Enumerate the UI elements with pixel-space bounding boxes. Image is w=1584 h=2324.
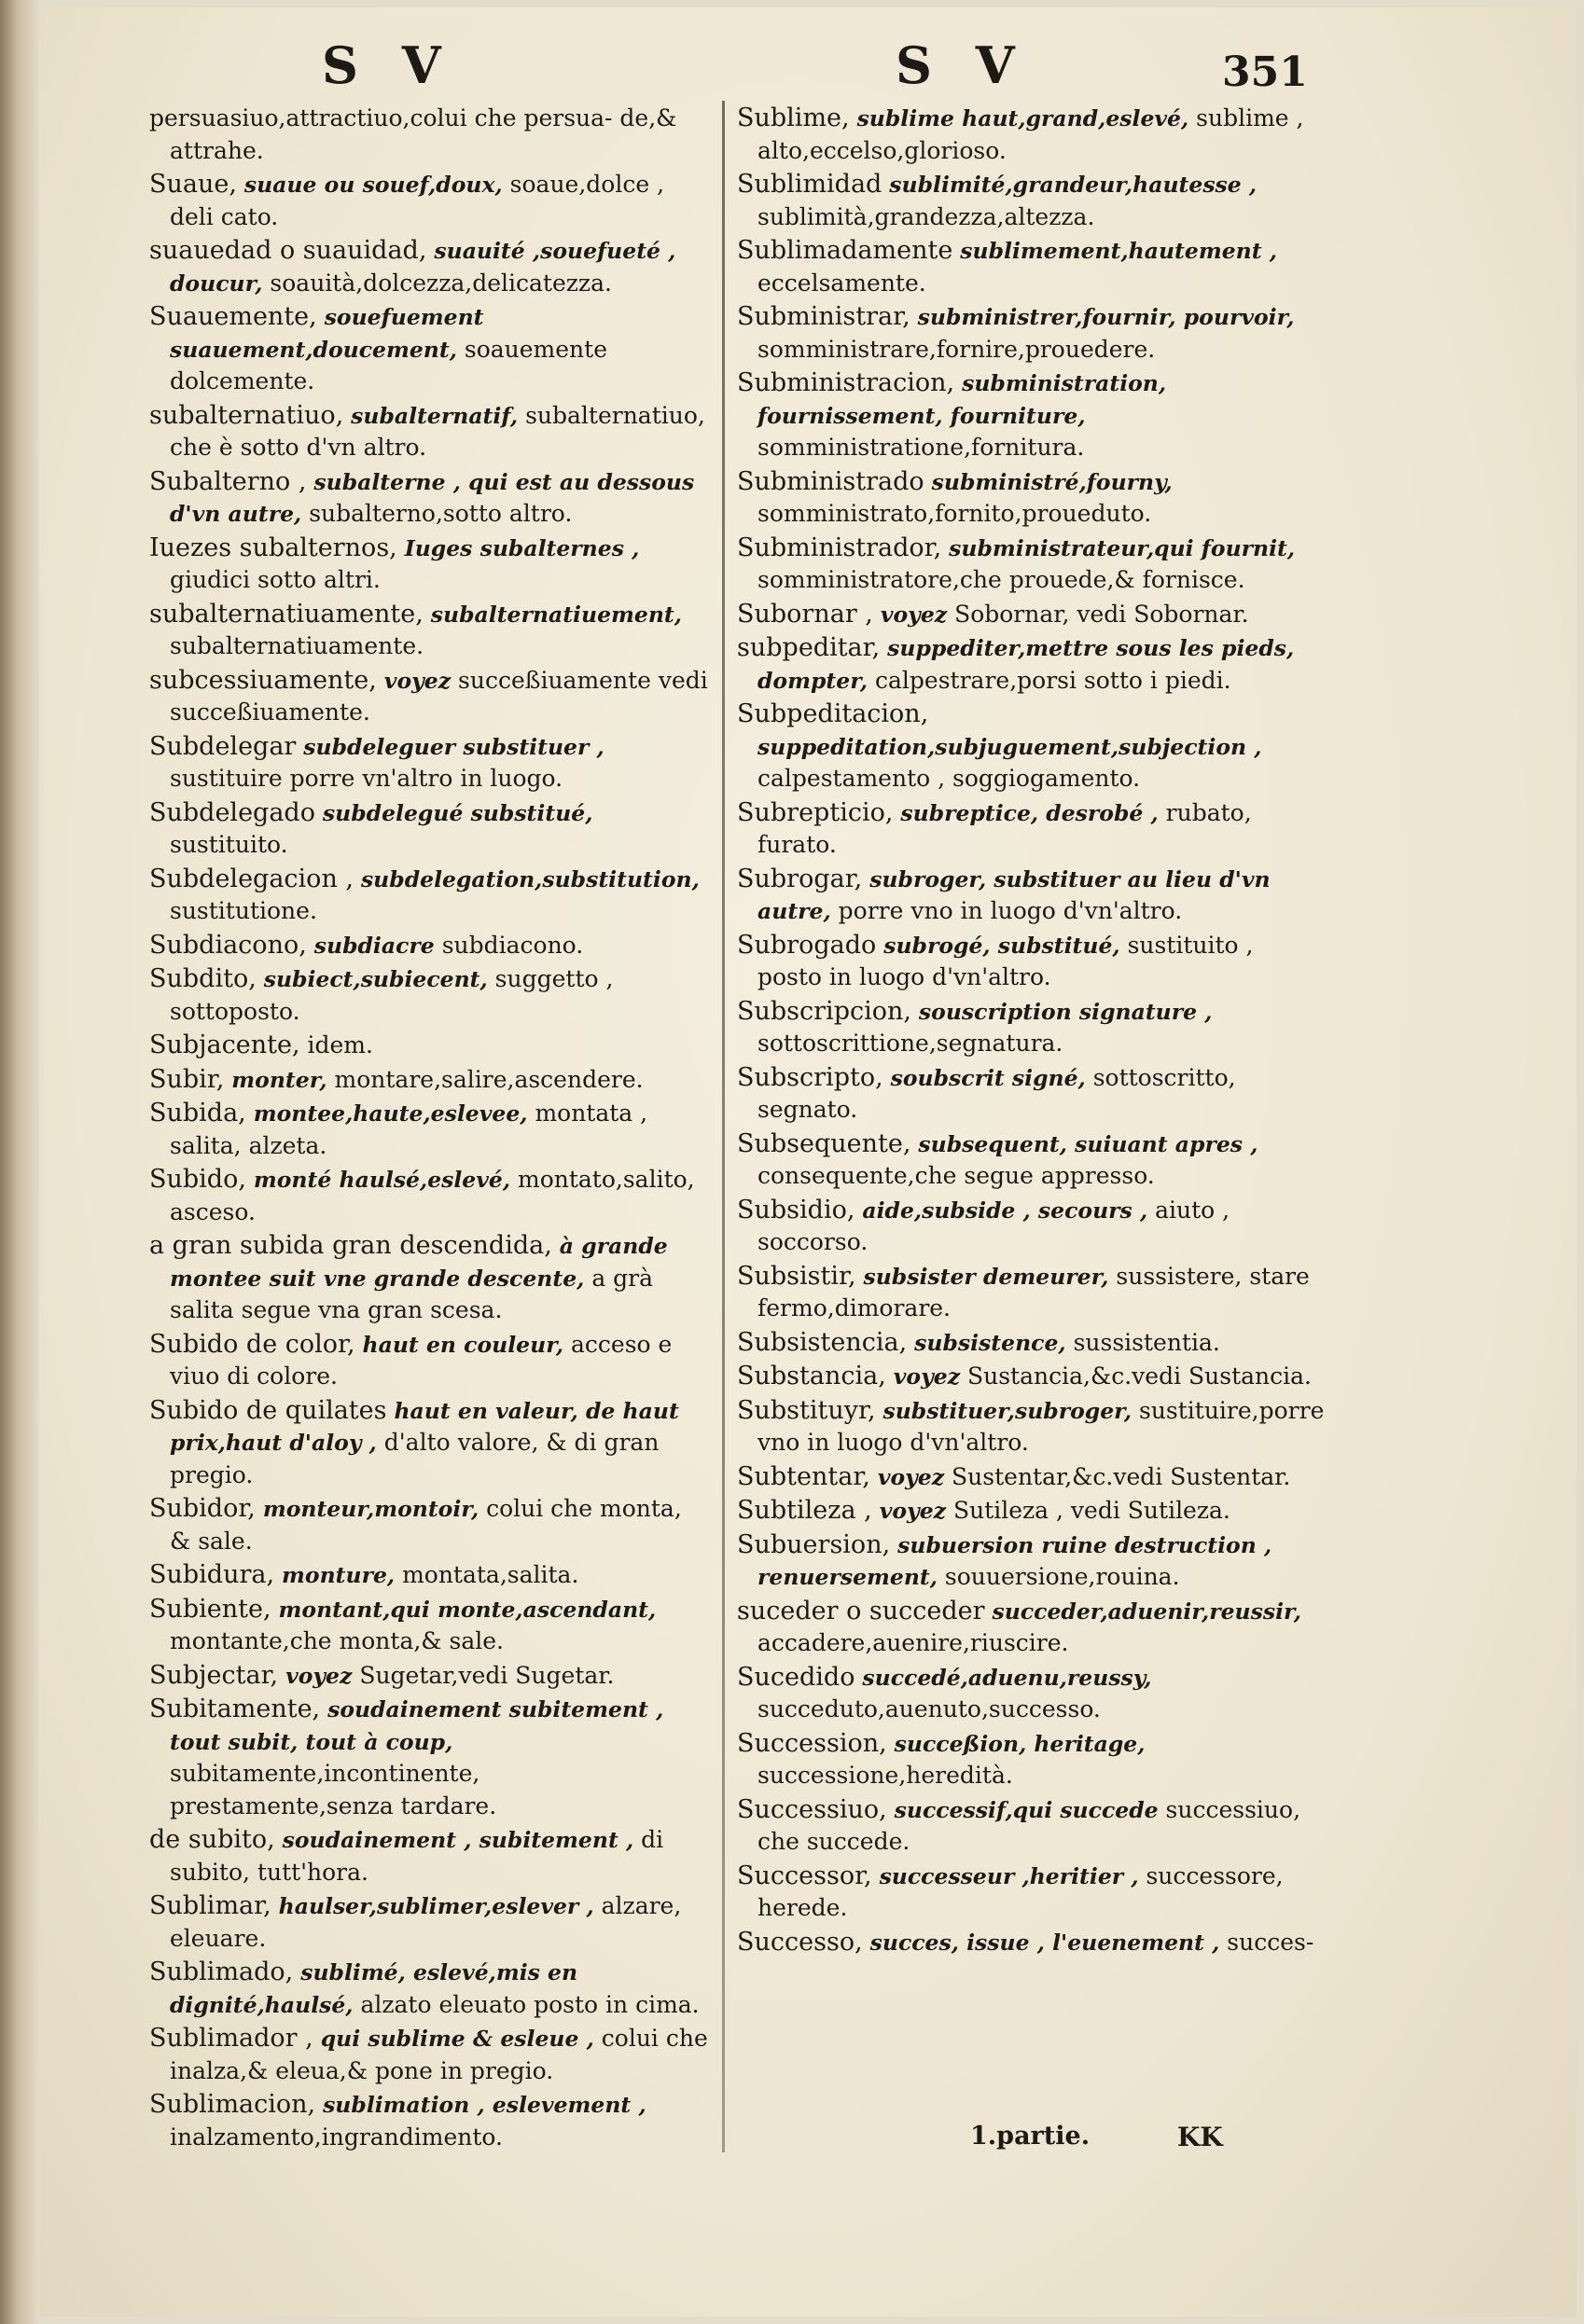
entry-french: suppeditation,subjuguement,subjection , [757, 733, 1262, 760]
entry-french: subsequent, suiuant apres , [918, 1130, 1258, 1157]
entry-headword: Subdelegacion , [149, 864, 354, 893]
entry-french: montee,haute,eslevee, [253, 1100, 528, 1127]
dictionary-entry [149, 1098, 709, 1162]
entry-french: suaue ou souef,doux, [243, 172, 503, 198]
entry-french: voyez [877, 1463, 945, 1490]
entry-italian: sustituire,porre vno in luogo d'vn'altro. [757, 1396, 1325, 1456]
entry-italian: aiuto , soccorso. [757, 1196, 1230, 1255]
running-header [0, 28, 1584, 103]
entry-french: à grande montee suit vne grande descente, [170, 1233, 668, 1292]
entry-italian: sublimità,grandezza,altezza. [757, 202, 1095, 230]
entry-italian: successore, herede. [757, 1861, 1284, 1921]
entry-french: subdelegué substitué, [322, 799, 593, 826]
entry-headword: Subdito, [149, 964, 257, 993]
entry-headword: Iuezes subalternos, [149, 533, 397, 562]
dictionary-entry [737, 1128, 1325, 1193]
entry-italian: montare,salire,ascendere. [334, 1065, 644, 1093]
dictionary-entry [737, 996, 1325, 1060]
entry-french: qui sublime & esleue , [320, 2026, 594, 2052]
entry-french: souefuement suauement,doucement, [170, 304, 484, 363]
entry-italian: Sustancia,&c.vedi Sustancia. [967, 1363, 1312, 1390]
entry-headword: Subdelegar [149, 731, 297, 761]
dictionary-entry [149, 1660, 709, 1693]
entry-french: sublime haut,grand,eslevé, [856, 105, 1189, 131]
entry-french: sublimé, eslevé,mis en dignité,haulsé, [170, 1959, 578, 2018]
dictionary-entry [737, 699, 1325, 795]
entry-italian: alzato eleuato posto in cima. [360, 1990, 700, 2018]
entry-headword: Successo, [737, 1927, 863, 1957]
entry-italian: subalternatiuamente. [170, 632, 424, 659]
entry-french: souscription signature , [918, 998, 1213, 1025]
dictionary-entry [737, 103, 1325, 167]
entry-french: monté haulsé,eslevé, [253, 1167, 511, 1193]
entry-italian: successiuo, che succede. [757, 1795, 1301, 1855]
entry-french: succes, issue , l'euenement , [869, 1929, 1220, 1956]
dictionary-entry [737, 1195, 1325, 1259]
entry-french: voyez [880, 601, 948, 628]
dictionary-entry [737, 1662, 1325, 1726]
entry-italian: Sugetar,vedi Sugetar. [359, 1661, 615, 1689]
entry-french: soudainement subitement , tout subit, tout à coup, [170, 1696, 664, 1755]
entry-french: subiect,subiecent, [263, 966, 488, 992]
dictionary-entry [737, 301, 1325, 366]
dictionary-entry [149, 103, 709, 167]
dictionary-entry [737, 1728, 1325, 1792]
entry-french: succeßion, heritage, [894, 1730, 1146, 1757]
entry-italian: soauemente dolcemente. [170, 335, 607, 394]
entry-french: haulser,sublimer,eslever , [278, 1893, 594, 1919]
entry-french: succedé,aduenu,reussy, [862, 1664, 1152, 1691]
entry-french: subdiacre [313, 932, 435, 959]
entry-headword: Successor, [737, 1861, 872, 1890]
entry-headword: Subsistencia, [737, 1327, 908, 1357]
catchword: KK [1177, 2122, 1223, 2152]
entry-headword: Substituyr, [737, 1395, 876, 1425]
entry-headword: Subornar , [737, 599, 873, 629]
entry-french: suauité ,souefueté , doucur, [170, 238, 676, 297]
entry-french: suppediter,mettre sous les pieds, dompter, [757, 635, 1295, 694]
page-binding-edge [0, 0, 39, 2324]
entry-french: aide,subside , secours , [862, 1197, 1148, 1224]
dictionary-entry [737, 930, 1325, 994]
dictionary-entry [737, 1395, 1325, 1459]
dictionary-entry [149, 235, 709, 299]
entry-italian: subdiacono. [441, 931, 584, 959]
entry-french: monteur,montoir, [262, 1496, 479, 1522]
entry-headword: subalternatiuamente, [149, 599, 424, 629]
dictionary-entry [149, 1030, 709, 1062]
entry-french: sublimité,grandeur,hautesse , [889, 172, 1257, 198]
entry-headword: Subido de color, [149, 1329, 355, 1359]
entry-italian: Sustentar,&c.vedi Sustentar. [952, 1462, 1291, 1490]
entry-headword: Subidor, [149, 1494, 256, 1523]
entry-headword: suauedad o suauidad, [149, 236, 427, 265]
entry-french: sublimement,hautement , [960, 238, 1277, 264]
entry-italian: Sutileza , vedi Sutileza. [952, 1497, 1230, 1524]
entry-french: successeur ,heritier , [879, 1862, 1139, 1889]
entry-headword: Sublimidad [737, 170, 882, 199]
entry-headword: Subscripto, [737, 1062, 883, 1092]
entry-french: successif,qui succede [894, 1796, 1159, 1823]
entry-headword: Subtileza , [737, 1496, 872, 1525]
entry-headword: subalternatiuo, [149, 400, 344, 430]
entry-headword: Subalterno , [149, 466, 307, 496]
entry-headword: Subrogado [737, 930, 877, 960]
entry-headword: subpeditar, [737, 633, 881, 662]
column-divider [722, 101, 725, 2152]
dictionary-entry [149, 1493, 709, 1557]
entry-headword: Subjacente, [149, 1031, 300, 1059]
left-column [149, 103, 709, 2151]
dictionary-entry [737, 533, 1325, 597]
entry-headword: Successiuo, [737, 1794, 887, 1824]
entry-italian: rubato, furato. [757, 798, 1252, 858]
dictionary-entry [737, 1261, 1325, 1325]
entry-italian: sottoscrittione,segnatura. [757, 1030, 1063, 1057]
entry-italian: calpestamento , soggiogamento. [757, 765, 1141, 792]
entry-headword: Subsistir, [737, 1261, 856, 1291]
entry-french: substituer,subroger, [882, 1397, 1132, 1424]
entry-italian: subalterno,sotto altro. [309, 500, 573, 527]
dictionary-entry [737, 632, 1325, 697]
dictionary-entry [737, 864, 1325, 928]
entry-italian: somministrare,fornire,prouedere. [757, 335, 1156, 363]
entry-italian: montata,salita. [402, 1561, 579, 1588]
entry-italian: soauità,dolcezza,delicatezza. [270, 269, 612, 297]
dictionary-entry [149, 1559, 709, 1592]
dictionary-entry [737, 235, 1325, 299]
entry-italian: montante,che monta,& sale. [170, 1627, 504, 1654]
entry-headword: Subir, [149, 1064, 225, 1094]
entry-headword: Subpeditacion, [737, 699, 929, 728]
dictionary-entry [737, 1461, 1325, 1494]
entry-italian: calpestrare,porsi sotto i piedi. [875, 666, 1231, 694]
entry-french: montant,qui monte,ascendant, [278, 1596, 657, 1623]
entry-headword: Subtentar, [737, 1461, 870, 1491]
entry-headword: Sublimado, [149, 1957, 294, 1986]
entry-french: subreptice, desrobé , [900, 799, 1159, 826]
entry-italian: succeßiuamente vedi succeßiuamente. [170, 666, 708, 726]
entry-italian: sustituire porre vn'altro in luogo. [170, 765, 563, 792]
entry-french: subalternatif, [351, 402, 519, 429]
header-right-letters: S V [896, 35, 1028, 95]
entry-headword: Sucedido [737, 1662, 855, 1692]
signature-mark: 1.partie. [970, 2122, 1091, 2151]
entry-headword: Sublimar, [149, 1891, 271, 1920]
entry-italian: sustituito. [170, 831, 288, 858]
entry-headword: Subido, [149, 1165, 246, 1194]
dictionary-entry [149, 533, 709, 597]
entry-headword: Subjectar, [149, 1660, 279, 1690]
dictionary-entry [149, 1329, 709, 1393]
entry-headword: Sublime, [737, 104, 850, 132]
dictionary-entry [149, 400, 709, 464]
entry-headword: Subdelegado [149, 797, 315, 827]
entry-headword: Subrepticio, [737, 797, 894, 827]
entry-italian: consequente,che segue appresso. [757, 1162, 1155, 1189]
entry-italian: eccelsamente. [757, 269, 926, 297]
entry-headword: Subrogar, [737, 864, 863, 893]
entry-italian: somministratore,che prouede,& fornisce. [757, 566, 1245, 593]
dictionary-entry [737, 1361, 1325, 1393]
entry-italian: sustituito , posto in luogo d'vn'altro. [757, 931, 1254, 990]
dictionary-entry [149, 1824, 709, 1888]
entry-italian: sussistentia. [1073, 1328, 1220, 1356]
entry-italian: di subito, tutt'hora. [170, 1826, 664, 1886]
entry-french: voyez [285, 1662, 353, 1689]
entry-headword: Subitamente, [149, 1695, 321, 1723]
entry-italian: colui che inalza,& eleua,& pone in pregio. [170, 2025, 708, 2084]
dictionary-entry [149, 1694, 709, 1822]
entry-french: subrogé, substitué, [883, 932, 1120, 959]
entry-headword: Subministrador, [737, 533, 942, 562]
dictionary-entry [737, 466, 1325, 531]
dictionary-entry [149, 599, 709, 663]
entry-headword: Subsidio, [737, 1195, 855, 1224]
entry-headword: Subsequente, [737, 1128, 911, 1158]
entry-italian: accadere,auenire,riuscire. [757, 1629, 1069, 1656]
entry-headword: Subministrar, [737, 302, 910, 331]
entry-headword: Subuersion, [737, 1529, 891, 1559]
entry-french: subalternatiuement, [430, 601, 682, 628]
dictionary-entry [737, 1062, 1325, 1127]
entry-headword: Subida, [149, 1099, 246, 1127]
entry-french: subdeleguer substituer , [303, 733, 604, 760]
dictionary-entry [149, 963, 709, 1028]
dictionary-entry [737, 1495, 1325, 1528]
dictionary-entry [737, 1529, 1325, 1594]
entry-headword: Subscripcion, [737, 996, 911, 1026]
entry-italian: giudici sotto altri. [170, 566, 381, 593]
entry-italian: porre vno in luogo d'vn'altro. [838, 897, 1183, 924]
entry-french: voyez [383, 667, 452, 694]
entry-italian: somministratione,fornitura. [757, 434, 1085, 461]
dictionary-entry [149, 1890, 709, 1955]
entry-french: subdelegation,substitution, [360, 865, 700, 892]
entry-headword: de subito, [149, 1825, 275, 1854]
entry-headword: Subiente, [149, 1594, 271, 1624]
entry-french: subsister demeurer, [863, 1263, 1109, 1290]
dictionary-entry [149, 466, 709, 531]
entry-headword: Subdiacono, [149, 930, 307, 960]
entry-italian: succes- [1227, 1928, 1314, 1956]
dictionary-entry [737, 599, 1325, 631]
entry-italian: colui che monta, & sale. [170, 1495, 682, 1555]
page-footer [0, 2122, 1584, 2168]
entry-headword: Suaue, [149, 170, 237, 199]
entry-french: subministrateur,qui fournit, [949, 534, 1296, 561]
dictionary-entry [149, 797, 709, 862]
dictionary-entry [737, 1596, 1325, 1660]
entry-headword: a gran subida gran descendida, [149, 1231, 552, 1260]
entry-french: soubscrit signé, [890, 1064, 1086, 1091]
dictionary-entry [737, 1861, 1325, 1925]
entry-italian: sublime , alto,eccelso,glorioso. [757, 104, 1304, 164]
entry-italian: suggetto , sottoposto. [170, 965, 614, 1025]
entry-headword: Subministrado [737, 466, 924, 496]
entry-italian: d'alto valore, & di gran pregio. [170, 1429, 660, 1488]
entry-headword: Sublimadamente [737, 236, 953, 265]
entry-headword: Subido de quilates [149, 1395, 387, 1425]
entry-french: subministration, fournissement, fourniture, [757, 370, 1167, 429]
entry-italian: alzare, eleuare. [170, 1892, 682, 1952]
entry-french: Iuges subalternes , [404, 534, 640, 561]
dictionary-entry [149, 1957, 709, 2021]
entry-headword: Succession, [737, 1728, 887, 1758]
entry-french: subroger, substituer au lieu d'vn autre, [757, 865, 1271, 924]
entry-italian: subitamente,incontinente, prestamente,senza tardare. [170, 1760, 497, 1819]
entry-french: subuersion ruine destruction , renuersement, [757, 1531, 1272, 1590]
dictionary-entry [149, 2023, 709, 2087]
right-column [737, 103, 1325, 2136]
dictionary-entry [149, 731, 709, 795]
entry-french: soudainement , subitement , [282, 1827, 634, 1853]
dictionary-entry [149, 1164, 709, 1228]
dictionary-entry [737, 1927, 1325, 1959]
entry-french: voyez [879, 1498, 946, 1524]
entry-headword: Subidura, [149, 1560, 275, 1589]
entry-italian: somministrato,fornito,proueduto. [757, 500, 1152, 527]
dictionary-entry [149, 1395, 709, 1492]
entry-italian: montato,salito, asceso. [170, 1166, 695, 1225]
dictionary-entry [149, 301, 709, 398]
dictionary-entry [737, 1794, 1325, 1859]
entry-italian: a grà salita segue vna gran scesa. [170, 1264, 654, 1323]
entry-french: subministrer,fournir, pourvoir, [917, 304, 1295, 330]
entry-italian: Sobornar, vedi Sobornar. [954, 600, 1249, 628]
dictionary-entry [737, 1327, 1325, 1360]
dictionary-entry [737, 797, 1325, 862]
entry-italian: souuersione,rouina. [944, 1563, 1180, 1590]
dictionary-entry [149, 169, 709, 233]
entry-italian: inalzamento,ingrandimento. [170, 2123, 503, 2151]
entry-french: monter, [231, 1066, 327, 1093]
entry-italian: acceso e viuo di colore. [170, 1330, 673, 1390]
entry-french: haut en couleur, [362, 1331, 564, 1358]
entry-french: voyez [893, 1363, 961, 1390]
entry-headword: Suauemente, [149, 302, 317, 331]
header-left-letters: S V [322, 35, 454, 95]
dictionary-entry [149, 864, 709, 928]
entry-italian: successione,heredità. [757, 1762, 1013, 1789]
page-number: 351 [1222, 48, 1308, 96]
entry-french: monture, [282, 1562, 396, 1588]
entry-italian: sussistere, stare fermo,dimorare. [757, 1262, 1310, 1321]
entry-french: succeder,aduenir,reussir, [992, 1598, 1301, 1625]
entry-italian: sustitutione. [170, 897, 317, 924]
entry-french: haut en valeur, de haut prix,haut d'aloy , [170, 1397, 679, 1456]
entry-headword: Sublimacion, [149, 2090, 316, 2119]
entry-french: subalterne , qui est au dessous d'vn autre, [170, 468, 695, 527]
entry-french: sublimation , eslevement , [323, 2092, 646, 2118]
entry-headword: Substancia, [737, 1362, 886, 1390]
entry-italian: persuasiuo,attractiuo,colui che persua- de,& attrahe. [149, 104, 677, 164]
dictionary-entry [149, 1594, 709, 1658]
dictionary-entry [737, 169, 1325, 233]
dictionary-entry [149, 1230, 709, 1327]
entry-headword: Subministracion, [737, 368, 955, 397]
entry-italian: succeduto,auenuto,successo. [757, 1695, 1101, 1722]
entry-italian: idem. [307, 1031, 373, 1058]
dictionary-entry [737, 367, 1325, 464]
dictionary-entry [149, 665, 709, 729]
entry-headword: subcessiuamente, [149, 665, 377, 695]
entry-french: subministré,fourny, [931, 468, 1173, 495]
entry-french: subsistence, [914, 1329, 1066, 1356]
dictionary-entry [149, 1064, 709, 1097]
entry-headword: Sublimador , [149, 2024, 313, 2053]
dictionary-entry [149, 930, 709, 962]
entry-italian: sottoscritto, segnato. [757, 1063, 1236, 1123]
entry-italian: montata , salita, alzeta. [170, 1100, 648, 1159]
entry-italian: soaue,dolce , deli cato. [170, 171, 665, 230]
entry-headword: suceder o succeder [737, 1596, 985, 1625]
entry-italian: subalternatiuo, che è sotto d'vn altro. [170, 401, 705, 461]
